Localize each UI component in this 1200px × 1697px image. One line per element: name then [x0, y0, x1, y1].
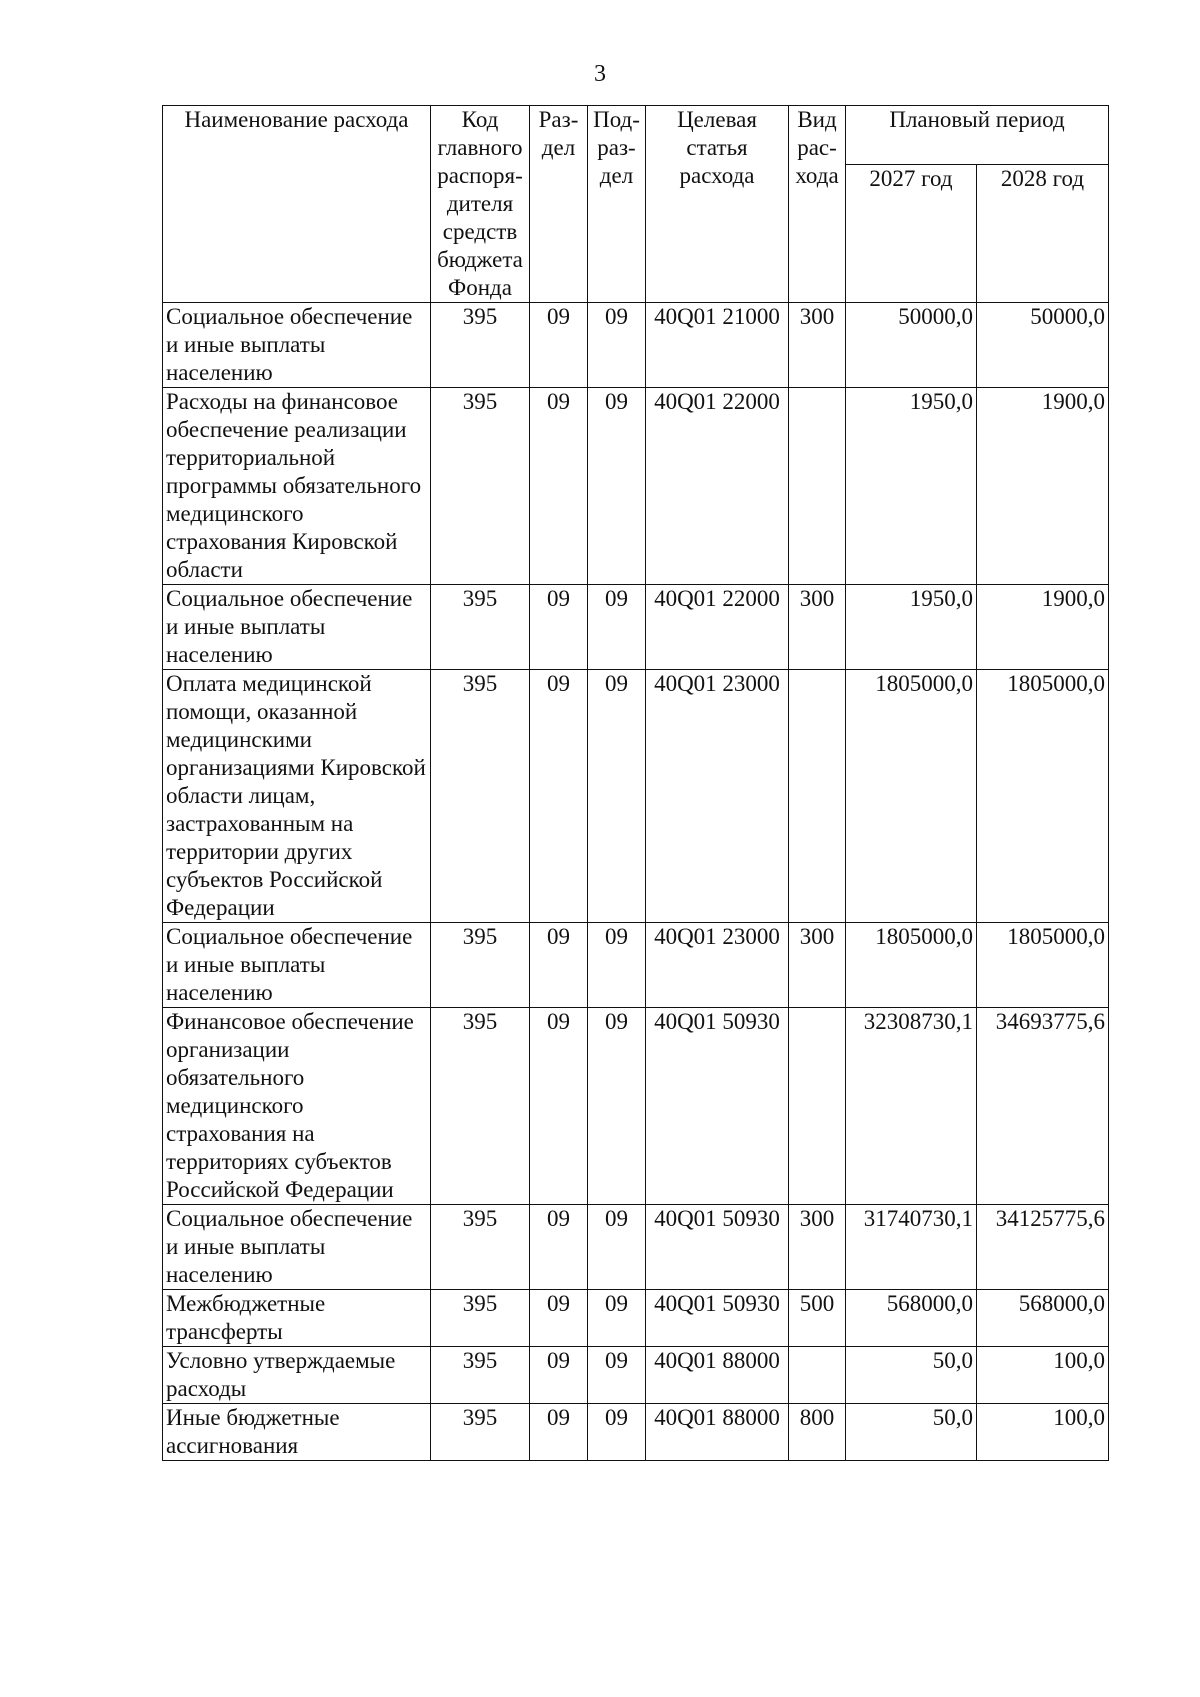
page-number: 3	[594, 61, 606, 87]
row-section: 09	[530, 585, 588, 670]
row-manager-code: 395	[431, 1205, 530, 1290]
row-manager-code: 395	[431, 923, 530, 1008]
row-section: 09	[530, 303, 588, 388]
row-amount-2027: 1805000,0	[846, 923, 977, 1008]
row-amount-2028: 100,0	[977, 1347, 1109, 1404]
header-target-article: Целевая статья расхода	[646, 106, 789, 303]
row-target-article: 40Q01 50930	[646, 1290, 789, 1347]
row-section: 09	[530, 923, 588, 1008]
row-section: 09	[530, 388, 588, 585]
row-expense-name: Социальное обеспечение и иные выплаты населению	[163, 923, 431, 1008]
row-target-article: 40Q01 22000	[646, 585, 789, 670]
row-expense-type	[789, 1008, 846, 1205]
table-body	[163, 303, 1109, 1461]
row-expense-type: 300	[789, 1205, 846, 1290]
header-main-manager-code: Код главного распоря-дителя средств бюджета Фонда	[431, 106, 530, 303]
row-subsection: 09	[588, 1290, 646, 1347]
row-amount-2028: 568000,0	[977, 1290, 1109, 1347]
row-amount-2027: 1950,0	[846, 388, 977, 585]
table-row	[163, 1290, 1109, 1347]
row-manager-code: 395	[431, 1290, 530, 1347]
row-expense-type: 300	[789, 303, 846, 388]
row-section: 09	[530, 1290, 588, 1347]
header-subsection: Под-раз-дел	[588, 106, 646, 303]
header-expense-type: Вид рас-хода	[789, 106, 846, 303]
header-expense-name: Наименование расхода	[163, 106, 431, 303]
table-row	[163, 1008, 1109, 1205]
row-expense-type	[789, 1347, 846, 1404]
header-planned-period: Плановый период	[846, 106, 1109, 165]
expense-table	[162, 105, 1109, 1461]
row-manager-code: 395	[431, 670, 530, 923]
row-section: 09	[530, 1205, 588, 1290]
row-expense-name: Социальное обеспечение и иные выплаты населению	[163, 303, 431, 388]
row-expense-name: Иные бюджетные ассигнования	[163, 1404, 431, 1461]
row-subsection: 09	[588, 670, 646, 923]
row-expense-name: Социальное обеспечение и иные выплаты населению	[163, 1205, 431, 1290]
row-amount-2028: 1900,0	[977, 585, 1109, 670]
row-target-article: 40Q01 50930	[646, 1008, 789, 1205]
row-section: 09	[530, 670, 588, 923]
table-row	[163, 1347, 1109, 1404]
row-subsection: 09	[588, 1008, 646, 1205]
row-subsection: 09	[588, 1205, 646, 1290]
row-expense-name: Условно утверждаемые расходы	[163, 1347, 431, 1404]
row-section: 09	[530, 1008, 588, 1205]
header-year-2027: 2027 год	[846, 165, 977, 303]
row-amount-2028: 100,0	[977, 1404, 1109, 1461]
row-amount-2028: 1900,0	[977, 388, 1109, 585]
row-subsection: 09	[588, 1347, 646, 1404]
row-expense-type: 300	[789, 585, 846, 670]
row-expense-name: Социальное обеспечение и иные выплаты населению	[163, 585, 431, 670]
row-expense-type	[789, 388, 846, 585]
row-manager-code: 395	[431, 1404, 530, 1461]
row-target-article: 40Q01 88000	[646, 1404, 789, 1461]
row-subsection: 09	[588, 585, 646, 670]
table-row	[163, 1205, 1109, 1290]
row-manager-code: 395	[431, 585, 530, 670]
row-amount-2027: 32308730,1	[846, 1008, 977, 1205]
row-amount-2028: 50000,0	[977, 303, 1109, 388]
row-amount-2027: 50,0	[846, 1404, 977, 1461]
row-subsection: 09	[588, 303, 646, 388]
row-manager-code: 395	[431, 388, 530, 585]
row-amount-2027: 50,0	[846, 1347, 977, 1404]
table-row	[163, 670, 1109, 923]
row-amount-2027: 1805000,0	[846, 670, 977, 923]
row-amount-2027: 50000,0	[846, 303, 977, 388]
row-subsection: 09	[588, 1404, 646, 1461]
row-expense-name: Межбюджетные трансферты	[163, 1290, 431, 1347]
row-target-article: 40Q01 22000	[646, 388, 789, 585]
row-manager-code: 395	[431, 1008, 530, 1205]
row-target-article: 40Q01 50930	[646, 1205, 789, 1290]
table-row	[163, 923, 1109, 1008]
row-target-article: 40Q01 88000	[646, 1347, 789, 1404]
header-section: Раз-дел	[530, 106, 588, 303]
table-row	[163, 388, 1109, 585]
table-header	[163, 106, 1109, 303]
row-target-article: 40Q01 23000	[646, 670, 789, 923]
row-expense-type: 300	[789, 923, 846, 1008]
row-expense-name: Финансовое обеспечение организации обязательного медицинского страхования на территориях субъектов Российской Федерации	[163, 1008, 431, 1205]
row-amount-2027: 31740730,1	[846, 1205, 977, 1290]
row-target-article: 40Q01 23000	[646, 923, 789, 1008]
row-manager-code: 395	[431, 1347, 530, 1404]
row-amount-2027: 1950,0	[846, 585, 977, 670]
row-manager-code: 395	[431, 303, 530, 388]
row-amount-2028: 34693775,6	[977, 1008, 1109, 1205]
row-section: 09	[530, 1347, 588, 1404]
table-row	[163, 585, 1109, 670]
row-expense-name: Оплата медицинской помощи, оказанной медицинскими организациями Кировской области лицам, застрахованным на территории других субъектов Российской Федерации	[163, 670, 431, 923]
row-subsection: 09	[588, 923, 646, 1008]
row-amount-2027: 568000,0	[846, 1290, 977, 1347]
table-row	[163, 1404, 1109, 1461]
header-year-2028: 2028 год	[977, 165, 1109, 303]
row-amount-2028: 1805000,0	[977, 670, 1109, 923]
row-amount-2028: 1805000,0	[977, 923, 1109, 1008]
row-subsection: 09	[588, 388, 646, 585]
table-row	[163, 303, 1109, 388]
row-expense-type	[789, 670, 846, 923]
row-expense-name: Расходы на финансовое обеспечение реализации территориальной программы обязательного медицинского страхования Кировской области	[163, 388, 431, 585]
row-expense-type: 800	[789, 1404, 846, 1461]
row-amount-2028: 34125775,6	[977, 1205, 1109, 1290]
row-target-article: 40Q01 21000	[646, 303, 789, 388]
row-expense-type: 500	[789, 1290, 846, 1347]
row-section: 09	[530, 1404, 588, 1461]
